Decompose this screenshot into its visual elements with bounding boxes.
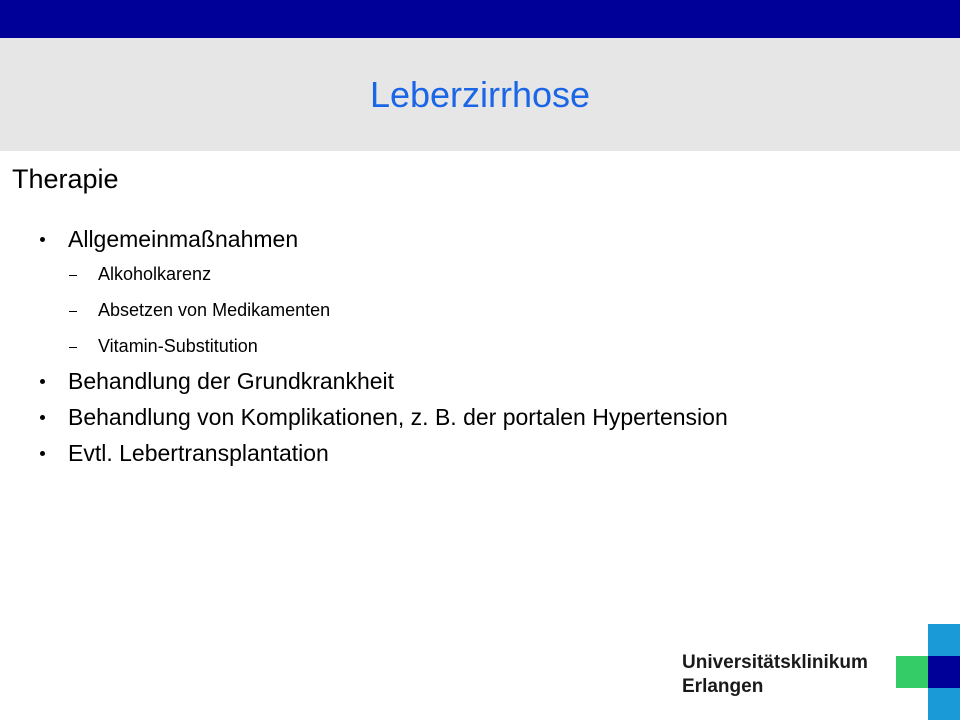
dash-icon [69,347,77,348]
bullet-text: Evtl. Lebertransplantation [68,440,329,466]
bullet-list [40,222,940,472]
bullet-item [40,436,940,470]
sub-bullet-item [68,328,940,364]
dash-icon [69,311,77,312]
bullet-item [40,364,940,398]
bullet-dot-icon [40,237,45,242]
logo-square-blue-top [928,624,960,656]
top-bar [0,0,960,38]
sub-bullet-text: Alkoholkarenz [98,264,212,284]
bullet-dot-icon [40,415,45,420]
sub-bullet-list [68,256,940,364]
sub-bullet-item [68,292,940,328]
institution-logo-icon [896,624,960,720]
logo-square-blue-bottom [928,688,960,720]
bullet-text: Behandlung von Komplikationen, z. B. der portalen Hypertension [68,404,728,430]
section-heading: Therapie [12,164,119,194]
dash-icon [69,275,77,276]
bullet-item [40,400,940,434]
bullet-text: Allgemeinmaßnahmen [68,226,299,252]
logo-square-navy [928,656,960,688]
bullet-text: Behandlung der Grundkrankheit [68,368,395,394]
bullet-dot-icon [40,451,45,456]
logo-line-2: Erlangen [682,676,764,697]
slide-title: Leberzirrhose [369,73,591,115]
logo-square-green [896,656,928,688]
sub-bullet-item [68,256,940,292]
bullet-dot-icon [40,379,45,384]
institution-logo-text [682,651,868,699]
bullet-item [40,222,940,364]
sub-bullet-text: Absetzen von Medikamenten [98,300,331,320]
logo-line-1: Universitätsklinikum [682,652,868,673]
sub-bullet-text: Vitamin-Substitution [98,336,258,356]
